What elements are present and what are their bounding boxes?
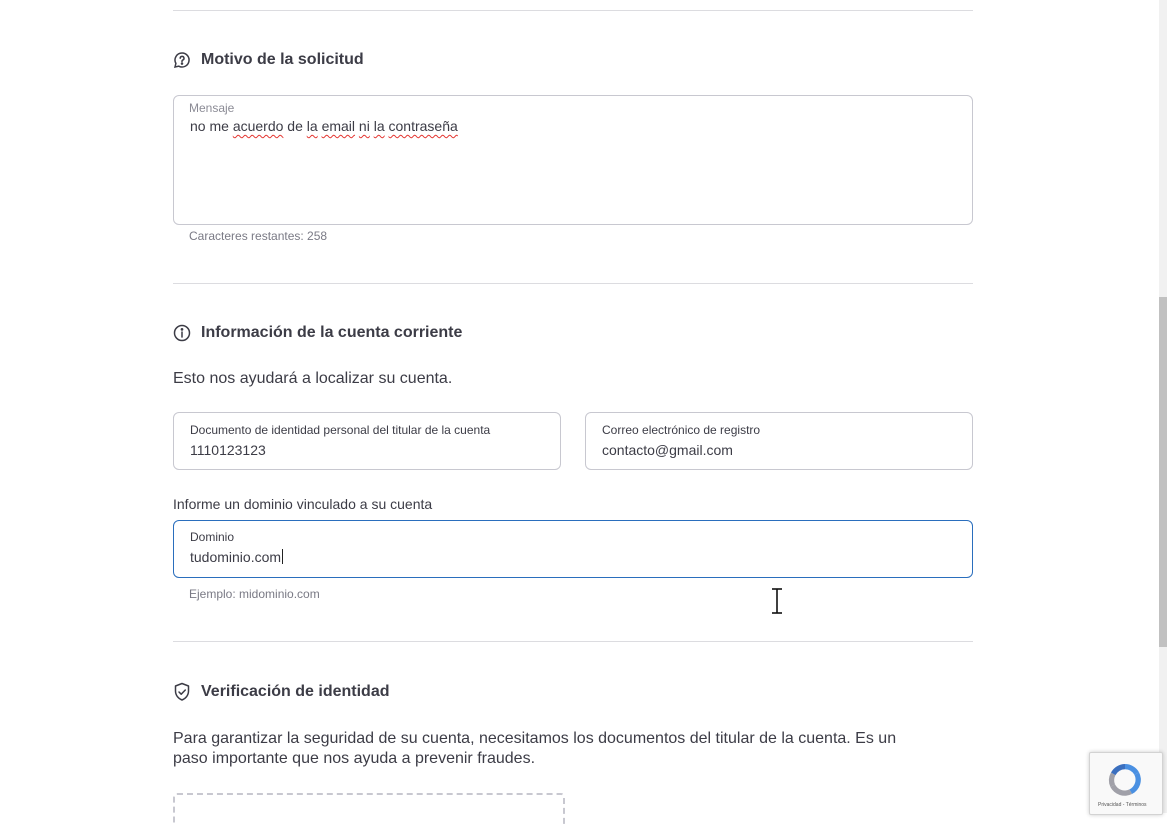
message-word-misspelled: la	[373, 118, 385, 134]
section-title-cuenta	[173, 324, 462, 342]
cuenta-description: Esto nos ayudará a localizar su cuenta.	[173, 370, 453, 387]
message-textarea[interactable]	[173, 95, 973, 225]
domain-prompt: Informe un dominio vinculado a su cuenta	[173, 496, 433, 512]
section-title-verificacion	[173, 682, 390, 702]
domain-value-text: tudominio.com	[190, 549, 282, 565]
message-value[interactable]	[190, 118, 458, 134]
info-icon	[173, 324, 191, 342]
document-field[interactable]	[173, 412, 561, 470]
divider-top	[173, 10, 973, 11]
domain-label: Dominio	[190, 530, 235, 544]
section-title-text: Información de la cuenta corriente	[201, 324, 463, 341]
section-title-text: Verificación de identidad	[201, 683, 390, 700]
message-label: Mensaje	[189, 101, 235, 115]
message-word-misspelled: la	[306, 118, 318, 134]
remaining-characters: Caracteres restantes: 258	[189, 229, 328, 243]
verificacion-description-line1: Para garantizar la seguridad de su cuenta, necesitamos los documentos del titular de la cuenta. Es un	[173, 730, 897, 747]
message-word-misspelled: ni	[358, 118, 370, 134]
recaptcha-links[interactable]: Privacidad - Términos	[1098, 802, 1147, 808]
section-title-motivo	[173, 51, 364, 69]
text-caret	[282, 549, 283, 564]
recaptcha-badge[interactable]	[1089, 752, 1163, 815]
email-value[interactable]: contacto@gmail.com	[602, 442, 733, 458]
message-word-misspelled: acuerdo	[232, 118, 284, 134]
chat-question-icon	[173, 51, 191, 69]
divider-1	[173, 283, 973, 284]
email-field[interactable]	[585, 412, 973, 470]
email-label: Correo electrónico de registro	[602, 423, 761, 437]
scrollbar-thumb[interactable]	[1159, 297, 1167, 647]
section-title-text: Motivo de la solicitud	[201, 51, 364, 68]
message-word-misspelled: contraseña	[388, 118, 458, 134]
message-word: no me	[190, 118, 233, 134]
divider-2	[173, 641, 973, 642]
domain-example: Ejemplo: midominio.com	[189, 587, 320, 601]
shield-check-icon	[173, 682, 191, 702]
document-value[interactable]: 1110123123	[190, 442, 266, 458]
verificacion-description-line2: paso importante que nos ayuda a prevenir fraudes.	[173, 750, 536, 767]
message-word-misspelled: email	[321, 118, 356, 134]
document-label: Documento de identidad personal del titular de la cuenta	[190, 423, 491, 437]
domain-value[interactable]	[190, 549, 283, 565]
domain-field[interactable]	[173, 520, 973, 578]
message-word: de	[283, 118, 307, 134]
recaptcha-logo-icon	[1106, 761, 1144, 804]
document-upload-dropzone[interactable]	[173, 793, 565, 825]
text-cursor-icon	[771, 588, 783, 619]
